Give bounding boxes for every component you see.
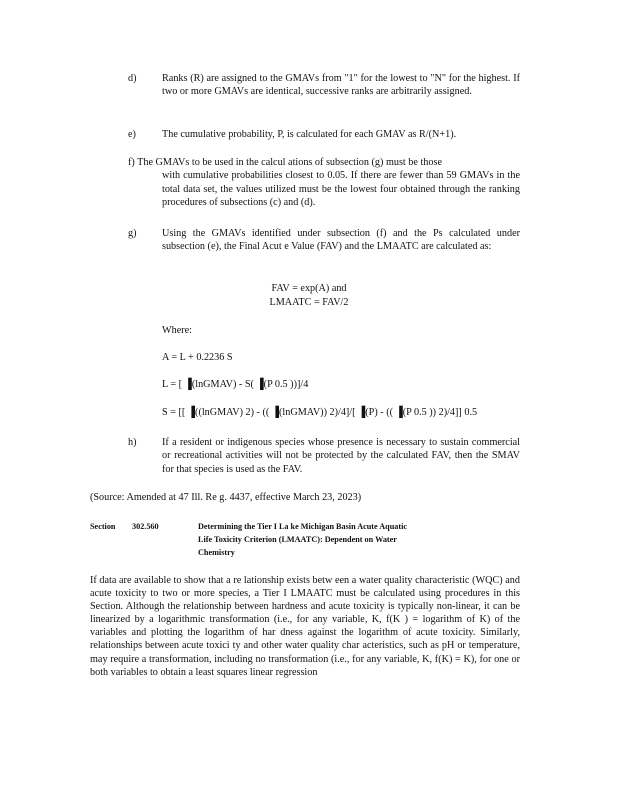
list-item-d: [128, 72, 520, 99]
item-text-first-line: f) The GMAVs to be used in the calcul ations of subsection (g) must be those: [128, 157, 442, 168]
list-item-h: [128, 436, 520, 476]
section-title-line-1: Determining the Tier I La ke Michigan Basin Acute Aquatic: [198, 522, 408, 531]
item-text: If a resident or indigenous species whose presence is necessary to sustain commercial or recreational activities will not be protected by the calculated FAV, then the SMAV for that species is used as the FAV.: [162, 437, 520, 475]
list-item-e: [128, 128, 520, 141]
section-title-line-3: Chemistry: [198, 548, 235, 557]
item-text: The cumulative probability, P, is calculated for each GMAV as R/(N+1).: [162, 129, 457, 140]
list-item-g: [128, 227, 520, 254]
formula-lmaatc: LMAATC = FAV/2: [269, 297, 349, 308]
formula-fav: FAV = exp(A) and: [271, 283, 347, 294]
formula-a: A = L + 0.2236 S: [162, 352, 233, 363]
item-label: e): [128, 129, 136, 140]
item-text: Using the GMAVs identified under subsection (f) and the Ps calculated under subsection (e), the Final Acut e Value (FAV) and the LMAATC are calculated as:: [162, 228, 520, 253]
section-title-line-2: Life Toxicity Criterion (LMAATC): Dependent on Water: [198, 535, 397, 544]
source-note: (Source: Amended at 47 Ill. Re g. 4437, effective March 23, 2023): [90, 492, 362, 503]
formula-l: L = [ ▐(lnGMAV) - S( ▐(P 0.5 ))]/4: [162, 379, 309, 390]
section-paragraph: If data are available to show that a re lationship exists betw een a water quality characteristic (WQC) and acute toxicity to two or more species, a Tier I LMAATC must be calculated using procedures in this Section. Although the relationship between hardness and acute toxicity is typically non-linear, it can be linearized by a logarithmic transformation (i.e., for any variable, K, f(K ) = logarithm of K) of the variables and plotting the logarithm of har dness against the logarithm of acute toxicity. Similarly, relationships between acute toxici ty and other water quality char acteristics, such as pH or temperature, may require a transformation, including no transformation (i.e., for any variable, K, f(K) = K), for one or both variables to obtain a least squares linear regression: [90, 575, 520, 678]
item-text: Ranks (R) are assigned to the GMAVs from "1" for the lowest to "N" for the highest. If two or more GMAVs are identical, successive ranks are arbitrarily assigned.: [162, 73, 520, 98]
where-label: Where:: [162, 325, 192, 336]
section-label: Section: [90, 522, 116, 531]
item-label: g): [128, 228, 137, 239]
item-text: with cumulative probabilities closest to 0.05. If there are fewer than 59 GMAVs in the total data set, the values utilized must be the lowest four obtained through the ranking procedures of subsections (c) and (d).: [162, 170, 520, 209]
item-label: h): [128, 437, 137, 448]
section-number: 302.560: [132, 522, 159, 531]
list-item-f: [128, 156, 520, 210]
item-label: d): [128, 73, 137, 84]
formula-s: S = [[ ▐((lnGMAV) 2) - (( ▐(lnGMAV)) 2)/4]/[ ▐(P) - (( ▐(P 0.5 )) 2)/4]] 0.5: [162, 407, 478, 418]
